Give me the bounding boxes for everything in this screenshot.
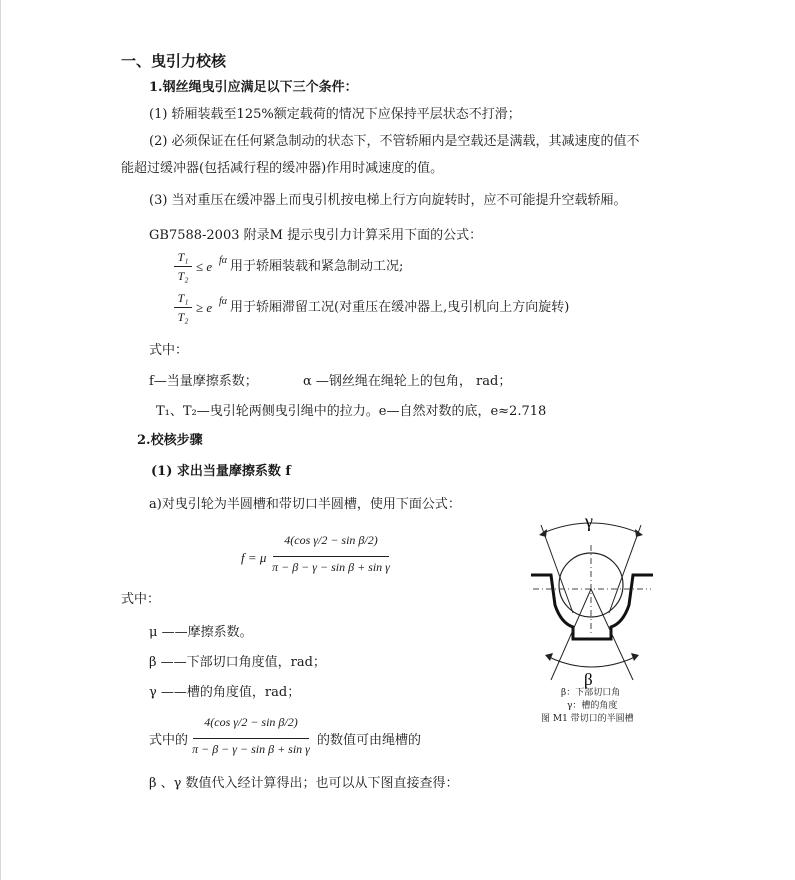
where-label: 式中： xyxy=(149,343,189,358)
figure-caption-2: γ：槽的角度 xyxy=(567,701,618,711)
main-formula-denominator: π − β − γ − sin β + sin γ xyxy=(272,560,390,574)
formula-1-denominator: T₂ xyxy=(177,269,189,283)
inline-formula-bar xyxy=(193,738,309,739)
inline-formula-numerator: 4(cos γ/2 − sin β/2) xyxy=(204,715,298,729)
formula-1-relation: ≤ e xyxy=(196,259,213,274)
step1-heading: (1) 求出当量摩擦系数 f xyxy=(151,464,291,479)
steps-heading: 2.校核步骤 xyxy=(137,433,203,448)
beta-arc xyxy=(549,657,635,667)
condition-3: (3) 当对重压在缓冲器上而曳引机按电梯上行方向旋转时，应不可能提升空载轿厢。 xyxy=(149,193,627,208)
condition-2-line2: 能超过缓冲器(包括减行程的缓冲器)作用时减速度的值。 xyxy=(121,161,444,176)
formula-1-text: 用于轿厢装载和紧急制动工况; xyxy=(230,259,404,274)
beta-label: β xyxy=(584,670,593,689)
formula-1-exponent: fα xyxy=(219,255,228,266)
figure-caption-3: 图 M1 带切口的半圆槽 xyxy=(541,714,634,724)
conditions-heading: 1.钢丝绳曳引应满足以下三个条件： xyxy=(149,80,358,95)
main-formula-numerator: 4(cos γ/2 − sin β/2) xyxy=(284,533,378,547)
section-title: 一、曳引力校核 xyxy=(121,52,227,70)
figure-caption-1: β：下部切口角 xyxy=(561,688,621,698)
definition-gamma: γ ——槽的角度值，rad； xyxy=(149,685,301,700)
definition-T: T₁、T₂—曳引轮两侧曳引绳中的拉力。e—自然对数的底，e≈2.718 xyxy=(156,404,547,419)
groove-outline xyxy=(531,575,653,639)
beta-arrow-left xyxy=(545,653,553,661)
inline-suffix: 的数值可由绳槽的 xyxy=(317,733,422,748)
standard-line: GB7588-2003 附录M 提示曳引力计算采用下面的公式： xyxy=(149,228,483,243)
beta-arrow-right xyxy=(631,653,639,661)
definition-mu: μ ——摩擦系数。 xyxy=(149,625,253,640)
inline-prefix: 式中的 xyxy=(149,733,189,748)
definition-beta: β ——下部切口角度值，rad； xyxy=(149,655,326,670)
formula-2-relation: ≥ e xyxy=(196,300,213,315)
definition-f: f—当量摩擦系数； xyxy=(149,374,258,389)
formula-2-numerator: T₁ xyxy=(177,291,189,305)
where-label-2: 式中： xyxy=(121,592,161,607)
formula-2-exponent: fα xyxy=(219,296,228,307)
condition-1: (1) 轿厢装载至125%额定载荷的情况下应保持平层状态不打滑； xyxy=(149,107,521,122)
step1-a: a)对曳引轮为半圆槽和带切口半圆槽，使用下面公式： xyxy=(149,497,461,512)
formula-1-numerator: T₁ xyxy=(177,250,189,264)
formula-2-text: 用于轿厢滞留工况(对重压在缓冲器上,曳引机向上方向旋转) xyxy=(230,300,570,315)
formula-2-bar xyxy=(174,307,192,308)
main-formula-bar xyxy=(273,556,389,557)
main-formula-lhs: f = μ xyxy=(241,550,267,565)
formula-2-denominator: T₂ xyxy=(177,310,189,324)
inline-formula-denominator: π − β − γ − sin β + sin γ xyxy=(192,742,310,756)
definition-alpha: α —钢丝绳在绳轮上的包角， rad； xyxy=(303,374,512,389)
formula-1-bar xyxy=(174,266,192,267)
gamma-line-left xyxy=(541,525,573,613)
gamma-label: γ xyxy=(585,511,593,531)
gamma-line-right xyxy=(609,525,641,613)
last-line: β 、γ 数值代入经计算得出；也可以从下图直接查得： xyxy=(149,776,459,791)
condition-2-line1: (2) 必须保证在任何紧急制动的状态下，不管轿厢内是空载还是满载，其减速度的值不 xyxy=(149,134,640,149)
